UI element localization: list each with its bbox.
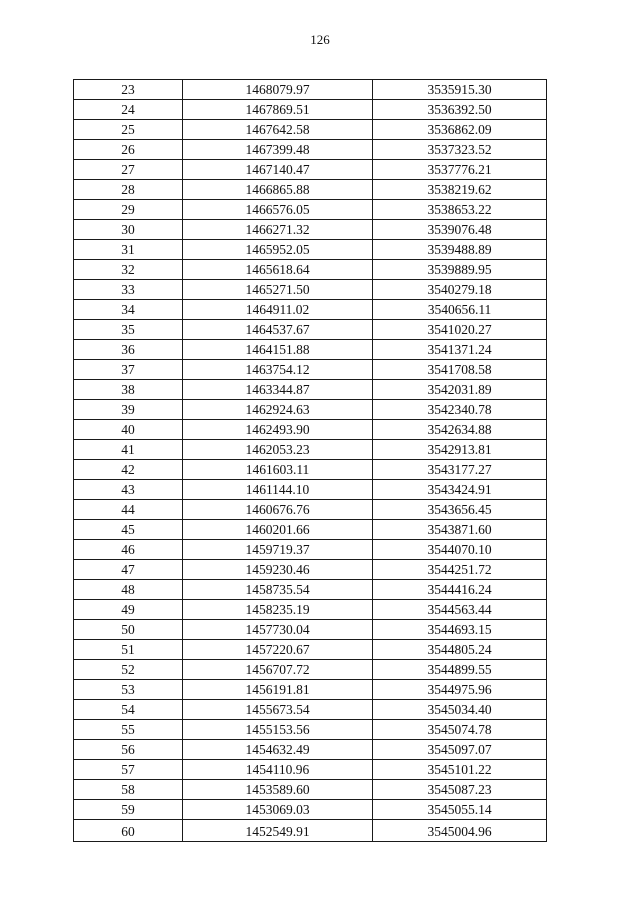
x-coordinate-cell: 1467869.51 <box>183 100 373 120</box>
table-row <box>74 400 547 420</box>
table-row <box>74 540 547 560</box>
table-row <box>74 360 547 380</box>
point-number-cell: 39 <box>74 400 183 420</box>
point-number-cell: 42 <box>74 460 183 480</box>
point-number-cell: 28 <box>74 180 183 200</box>
x-coordinate-cell: 1452549.91 <box>183 820 373 842</box>
y-coordinate-cell: 3543871.60 <box>373 520 547 540</box>
table-row <box>74 80 547 100</box>
table-row <box>74 120 547 140</box>
table-row <box>74 480 547 500</box>
x-coordinate-cell: 1454632.49 <box>183 740 373 760</box>
point-number-cell: 29 <box>74 200 183 220</box>
table-row <box>74 760 547 780</box>
point-number-cell: 35 <box>74 320 183 340</box>
y-coordinate-cell: 3541020.27 <box>373 320 547 340</box>
table-row <box>74 680 547 700</box>
y-coordinate-cell: 3542340.78 <box>373 400 547 420</box>
table-row <box>74 720 547 740</box>
y-coordinate-cell: 3539076.48 <box>373 220 547 240</box>
table-row <box>74 320 547 340</box>
x-coordinate-cell: 1466865.88 <box>183 180 373 200</box>
point-number-cell: 24 <box>74 100 183 120</box>
y-coordinate-cell: 3543177.27 <box>373 460 547 480</box>
point-number-cell: 59 <box>74 800 183 820</box>
x-coordinate-cell: 1460201.66 <box>183 520 373 540</box>
y-coordinate-cell: 3539889.95 <box>373 260 547 280</box>
x-coordinate-cell: 1459719.37 <box>183 540 373 560</box>
table-row <box>74 640 547 660</box>
y-coordinate-cell: 3544563.44 <box>373 600 547 620</box>
point-number-cell: 38 <box>74 380 183 400</box>
x-coordinate-cell: 1453069.03 <box>183 800 373 820</box>
coordinates-table-body <box>74 80 547 842</box>
table-row <box>74 220 547 240</box>
point-number-cell: 26 <box>74 140 183 160</box>
y-coordinate-cell: 3543656.45 <box>373 500 547 520</box>
table-row <box>74 800 547 820</box>
point-number-cell: 50 <box>74 620 183 640</box>
page-number: 126 <box>310 32 330 47</box>
table-row <box>74 440 547 460</box>
y-coordinate-cell: 3545101.22 <box>373 760 547 780</box>
y-coordinate-cell: 3538219.62 <box>373 180 547 200</box>
y-coordinate-cell: 3537323.52 <box>373 140 547 160</box>
point-number-cell: 31 <box>74 240 183 260</box>
point-number-cell: 56 <box>74 740 183 760</box>
x-coordinate-cell: 1466576.05 <box>183 200 373 220</box>
y-coordinate-cell: 3544416.24 <box>373 580 547 600</box>
point-number-cell: 60 <box>74 820 183 842</box>
table-row <box>74 520 547 540</box>
table-row <box>74 780 547 800</box>
table-row <box>74 660 547 680</box>
y-coordinate-cell: 3538653.22 <box>373 200 547 220</box>
y-coordinate-cell: 3544975.96 <box>373 680 547 700</box>
table-row <box>74 380 547 400</box>
coordinates-table <box>73 79 547 842</box>
x-coordinate-cell: 1457730.04 <box>183 620 373 640</box>
x-coordinate-cell: 1461144.10 <box>183 480 373 500</box>
x-coordinate-cell: 1462924.63 <box>183 400 373 420</box>
point-number-cell: 41 <box>74 440 183 460</box>
point-number-cell: 40 <box>74 420 183 440</box>
y-coordinate-cell: 3545097.07 <box>373 740 547 760</box>
point-number-cell: 36 <box>74 340 183 360</box>
y-coordinate-cell: 3544251.72 <box>373 560 547 580</box>
y-coordinate-cell: 3545055.14 <box>373 800 547 820</box>
x-coordinate-cell: 1456191.81 <box>183 680 373 700</box>
y-coordinate-cell: 3544805.24 <box>373 640 547 660</box>
table-row <box>74 160 547 180</box>
x-coordinate-cell: 1455673.54 <box>183 700 373 720</box>
x-coordinate-cell: 1463344.87 <box>183 380 373 400</box>
x-coordinate-cell: 1467642.58 <box>183 120 373 140</box>
table-row <box>74 460 547 480</box>
table-row <box>74 560 547 580</box>
point-number-cell: 32 <box>74 260 183 280</box>
x-coordinate-cell: 1460676.76 <box>183 500 373 520</box>
y-coordinate-cell: 3545087.23 <box>373 780 547 800</box>
x-coordinate-cell: 1459230.46 <box>183 560 373 580</box>
point-number-cell: 44 <box>74 500 183 520</box>
x-coordinate-cell: 1468079.97 <box>183 80 373 100</box>
y-coordinate-cell: 3545034.40 <box>373 700 547 720</box>
point-number-cell: 43 <box>74 480 183 500</box>
x-coordinate-cell: 1466271.32 <box>183 220 373 240</box>
point-number-cell: 45 <box>74 520 183 540</box>
point-number-cell: 46 <box>74 540 183 560</box>
x-coordinate-cell: 1463754.12 <box>183 360 373 380</box>
x-coordinate-cell: 1454110.96 <box>183 760 373 780</box>
table-row <box>74 300 547 320</box>
point-number-cell: 53 <box>74 680 183 700</box>
x-coordinate-cell: 1462493.90 <box>183 420 373 440</box>
table-row <box>74 260 547 280</box>
point-number-cell: 33 <box>74 280 183 300</box>
point-number-cell: 54 <box>74 700 183 720</box>
y-coordinate-cell: 3536392.50 <box>373 100 547 120</box>
y-coordinate-cell: 3542031.89 <box>373 380 547 400</box>
x-coordinate-cell: 1465618.64 <box>183 260 373 280</box>
x-coordinate-cell: 1461603.11 <box>183 460 373 480</box>
point-number-cell: 49 <box>74 600 183 620</box>
table-row <box>74 180 547 200</box>
table-row <box>74 500 547 520</box>
point-number-cell: 37 <box>74 360 183 380</box>
y-coordinate-cell: 3536862.09 <box>373 120 547 140</box>
y-coordinate-cell: 3542634.88 <box>373 420 547 440</box>
point-number-cell: 30 <box>74 220 183 240</box>
x-coordinate-cell: 1453589.60 <box>183 780 373 800</box>
y-coordinate-cell: 3541371.24 <box>373 340 547 360</box>
table-row <box>74 100 547 120</box>
y-coordinate-cell: 3535915.30 <box>373 80 547 100</box>
table-row <box>74 200 547 220</box>
x-coordinate-cell: 1456707.72 <box>183 660 373 680</box>
x-coordinate-cell: 1467399.48 <box>183 140 373 160</box>
x-coordinate-cell: 1465271.50 <box>183 280 373 300</box>
point-number-cell: 48 <box>74 580 183 600</box>
y-coordinate-cell: 3539488.89 <box>373 240 547 260</box>
point-number-cell: 57 <box>74 760 183 780</box>
y-coordinate-cell: 3545004.96 <box>373 820 547 842</box>
x-coordinate-cell: 1464151.88 <box>183 340 373 360</box>
table-row <box>74 240 547 260</box>
table-row <box>74 140 547 160</box>
point-number-cell: 47 <box>74 560 183 580</box>
point-number-cell: 52 <box>74 660 183 680</box>
y-coordinate-cell: 3540279.18 <box>373 280 547 300</box>
point-number-cell: 55 <box>74 720 183 740</box>
table-row <box>74 620 547 640</box>
table-row <box>74 820 547 842</box>
x-coordinate-cell: 1464537.67 <box>183 320 373 340</box>
table-row <box>74 740 547 760</box>
y-coordinate-cell: 3540656.11 <box>373 300 547 320</box>
point-number-cell: 25 <box>74 120 183 140</box>
point-number-cell: 27 <box>74 160 183 180</box>
point-number-cell: 34 <box>74 300 183 320</box>
y-coordinate-cell: 3537776.21 <box>373 160 547 180</box>
y-coordinate-cell: 3544899.55 <box>373 660 547 680</box>
y-coordinate-cell: 3542913.81 <box>373 440 547 460</box>
table-row <box>74 280 547 300</box>
y-coordinate-cell: 3544070.10 <box>373 540 547 560</box>
point-number-cell: 51 <box>74 640 183 660</box>
table-row <box>74 340 547 360</box>
y-coordinate-cell: 3545074.78 <box>373 720 547 740</box>
x-coordinate-cell: 1458235.19 <box>183 600 373 620</box>
x-coordinate-cell: 1462053.23 <box>183 440 373 460</box>
table-row <box>74 420 547 440</box>
table-row <box>74 600 547 620</box>
x-coordinate-cell: 1465952.05 <box>183 240 373 260</box>
y-coordinate-cell: 3543424.91 <box>373 480 547 500</box>
x-coordinate-cell: 1464911.02 <box>183 300 373 320</box>
table-row <box>74 580 547 600</box>
y-coordinate-cell: 3541708.58 <box>373 360 547 380</box>
point-number-cell: 58 <box>74 780 183 800</box>
x-coordinate-cell: 1458735.54 <box>183 580 373 600</box>
point-number-cell: 23 <box>74 80 183 100</box>
table-row <box>74 700 547 720</box>
y-coordinate-cell: 3544693.15 <box>373 620 547 640</box>
x-coordinate-cell: 1455153.56 <box>183 720 373 740</box>
x-coordinate-cell: 1467140.47 <box>183 160 373 180</box>
x-coordinate-cell: 1457220.67 <box>183 640 373 660</box>
